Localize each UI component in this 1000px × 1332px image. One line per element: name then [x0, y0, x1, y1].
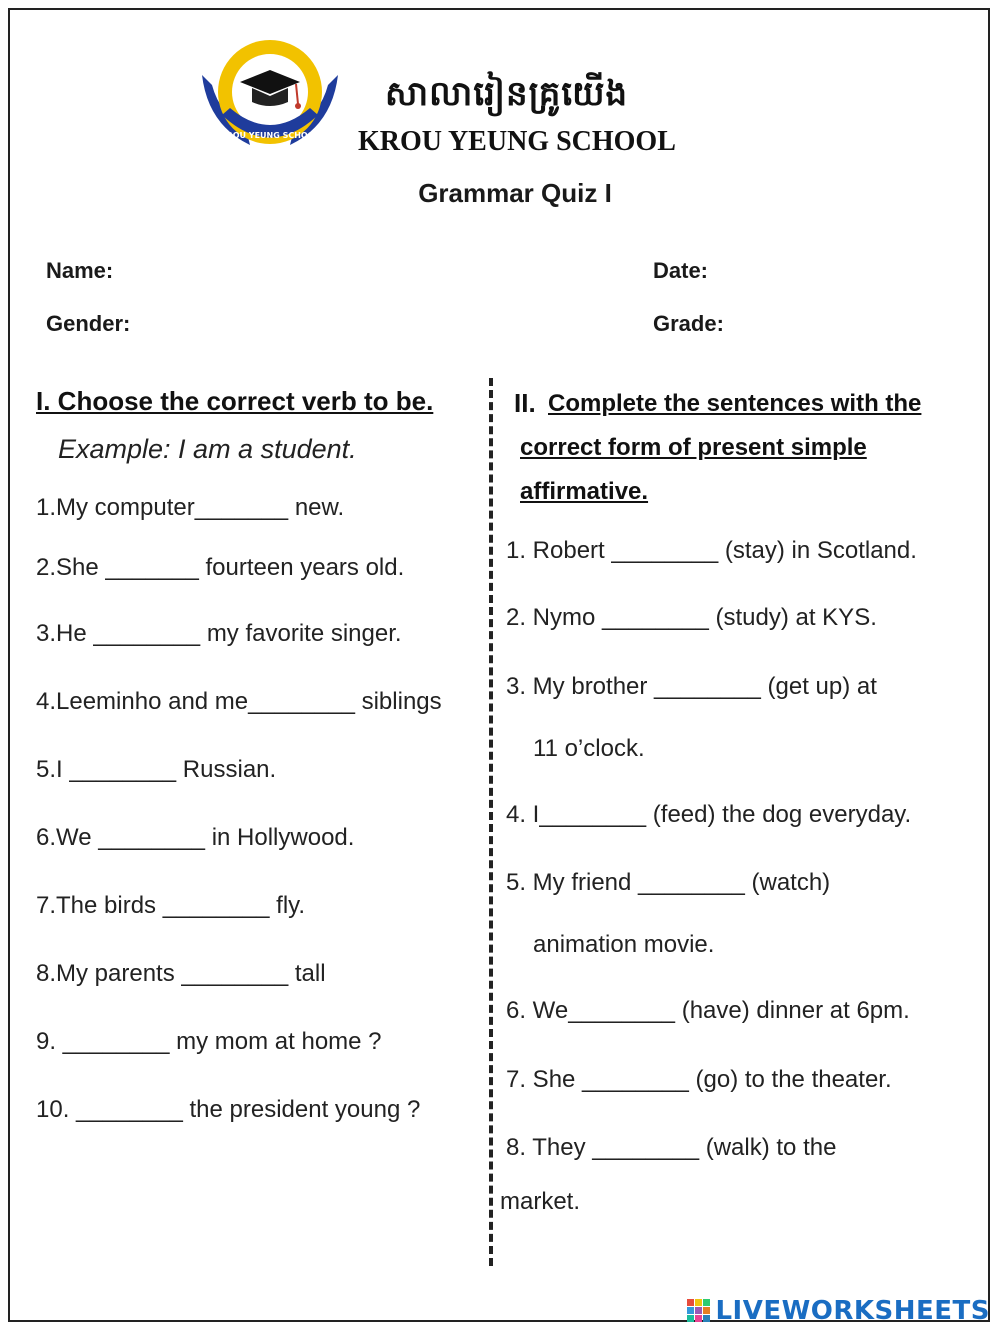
section2-line: 4. I________ (feed) the dog everyday.: [506, 801, 912, 828]
school-name-khmer: សាលារៀនគ្រូយើង: [385, 74, 629, 114]
section2-line: 11 o’clock.: [533, 735, 645, 762]
section2-line: 5. My friend ________ (watch): [506, 869, 831, 896]
liveworksheets-watermark: [686, 1296, 990, 1326]
section1-question: 3.He ________ my favorite singer.: [36, 620, 402, 647]
section2-line: 8. They ________ (walk) to the: [506, 1134, 837, 1161]
section1-question: 2.She _______ fourteen years old.: [36, 554, 405, 581]
section1-question: 10. ________ the president young ?: [36, 1096, 421, 1123]
section2-line: market.: [500, 1188, 581, 1215]
liveworksheets-text: LIVEWORKSHEETS: [715, 1296, 990, 1326]
grade-label: Grade:: [653, 311, 724, 336]
section1-question: 6.We ________ in Hollywood.: [36, 824, 355, 851]
liveworksheets-logo-icon: [686, 1298, 712, 1324]
section2-line: 1. Robert ________ (stay) in Scotland.: [506, 537, 917, 564]
section1-example: Example: I am a student.: [58, 434, 357, 464]
section2-heading-line: Complete the sentences with the: [548, 390, 922, 417]
section1-question: 5.I ________ Russian.: [36, 756, 277, 783]
section1-question: 7.The birds ________ fly.: [36, 892, 306, 919]
column-divider: [489, 378, 493, 1266]
section2-heading-number: II.: [514, 388, 536, 418]
school-name: KROU YEUNG SCHOOL: [358, 126, 676, 157]
section1-question: 1.My computer_______ new.: [36, 494, 345, 521]
section2-heading-line: affirmative.: [520, 478, 649, 505]
logo-text: KROU YEUNG SCHOOL: [220, 131, 320, 140]
section2-line: 3. My brother ________ (get up) at: [506, 673, 877, 700]
date-label: Date:: [653, 258, 709, 283]
section1-question: 8.My parents ________ tall: [36, 960, 326, 987]
name-label: Name:: [46, 258, 114, 283]
section2-heading-line: correct form of present simple: [520, 434, 867, 461]
section2-line: 2. Nymo ________ (study) at KYS.: [506, 604, 877, 631]
quiz-title: Grammar Quiz I: [418, 178, 612, 208]
section1-question: 9. ________ my mom at home ?: [36, 1028, 382, 1055]
school-logo: [200, 30, 340, 160]
gender-label: Gender:: [46, 311, 131, 336]
section1-heading: I. Choose the correct verb to be.: [36, 386, 434, 416]
section1-question: 4.Leeminho and me________ siblings: [36, 688, 442, 715]
section2-line: 7. She ________ (go) to the theater.: [506, 1066, 892, 1093]
section2-line: animation movie.: [533, 931, 715, 958]
cap-tassel-end: [295, 103, 301, 109]
section2-line: 6. We________ (have) dinner at 6pm.: [506, 997, 910, 1024]
